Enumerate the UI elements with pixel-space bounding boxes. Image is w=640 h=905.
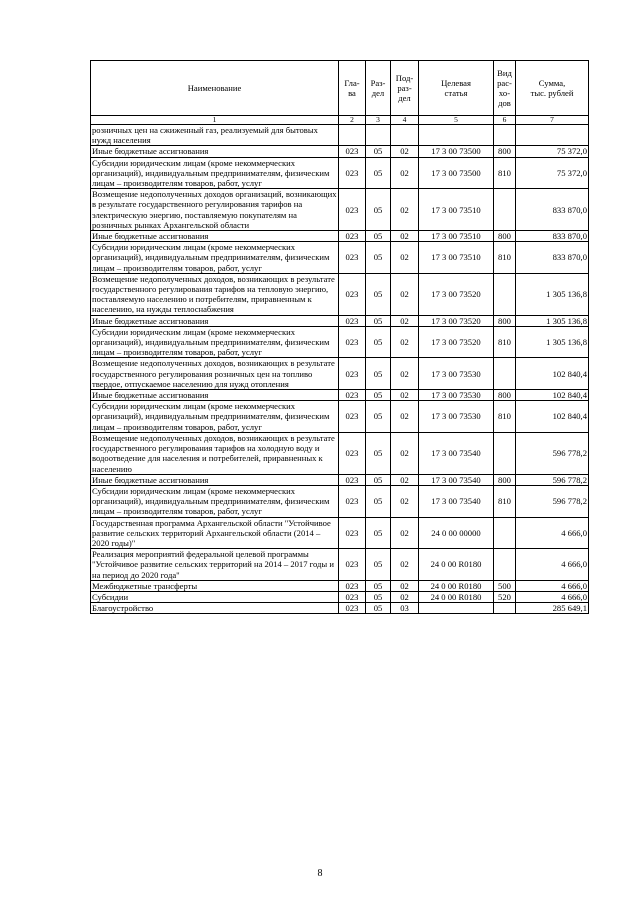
table-row [91,549,589,581]
cell-subsection: 02 [391,517,419,549]
cell-section: 05 [366,432,391,474]
table-row [91,189,589,231]
cell-amount: 1 305 136,8 [516,326,589,358]
cell-section: 05 [366,189,391,231]
table-header-row [91,61,589,116]
cell-section: 05 [366,474,391,485]
table-row [91,242,589,274]
cell-name: Иные бюджетные ассигнования [91,231,339,242]
cell-expense-type: 810 [494,326,516,358]
cell-chapter: 023 [339,517,366,549]
table-row [91,326,589,358]
cell-amount: 102 840,4 [516,401,589,433]
cell-target-article [419,603,494,614]
cell-target-article: 17 3 00 73530 [419,358,494,390]
cell-name: Реализация мероприятий федеральной целевой программы "Устойчивое развитие сельских территорий на 2014 – 2017 годы и на период до 2020 года" [91,549,339,581]
cell-section: 05 [366,485,391,517]
table-row [91,157,589,189]
cell-subsection: 02 [391,358,419,390]
cell-subsection: 02 [391,326,419,358]
cell-subsection: 02 [391,273,419,315]
cell-name: Иные бюджетные ассигнования [91,390,339,401]
cell-subsection: 02 [391,580,419,591]
cell-target-article: 17 3 00 73540 [419,485,494,517]
column-number: 7 [516,116,589,125]
cell-target-article: 24 0 00 R0180 [419,580,494,591]
cell-name: Благоустройство [91,603,339,614]
column-number-row [91,116,589,125]
table-row [91,591,589,602]
cell-target-article: 17 3 00 73540 [419,474,494,485]
cell-chapter: 023 [339,474,366,485]
cell-subsection: 03 [391,603,419,614]
cell-expense-type [494,189,516,231]
cell-section: 05 [366,157,391,189]
cell-section: 05 [366,326,391,358]
cell-amount: 596 778,2 [516,485,589,517]
cell-amount: 833 870,0 [516,189,589,231]
header-chapter: Гла- ва [339,61,366,116]
table-row [91,474,589,485]
column-number: 6 [494,116,516,125]
cell-name: розничных цен на сжиженный газ, реализуемый для бытовых нужд населения [91,125,339,146]
page-number: 8 [317,868,323,879]
cell-expense-type: 500 [494,580,516,591]
cell-chapter: 023 [339,358,366,390]
cell-section: 05 [366,146,391,157]
cell-target-article: 17 3 00 73520 [419,326,494,358]
table-row [91,603,589,614]
cell-chapter: 023 [339,157,366,189]
cell-chapter: 023 [339,580,366,591]
cell-chapter: 023 [339,189,366,231]
cell-amount: 102 840,4 [516,390,589,401]
cell-amount: 596 778,2 [516,432,589,474]
cell-section: 05 [366,580,391,591]
cell-target-article: 17 3 00 73520 [419,315,494,326]
cell-chapter: 023 [339,146,366,157]
column-number: 2 [339,116,366,125]
cell-name: Возмещение недополученных доходов, возникающих в результате государственного регулирования тарифов на тепловую энергию, поставляемую населению и потребителям, приравненным к населению, на нужды теплоснабжения [91,273,339,315]
column-number: 5 [419,116,494,125]
cell-expense-type: 810 [494,401,516,433]
cell-section: 05 [366,273,391,315]
cell-subsection: 02 [391,401,419,433]
cell-subsection [391,125,419,146]
cell-amount [516,125,589,146]
cell-expense-type [494,273,516,315]
cell-chapter: 023 [339,273,366,315]
cell-target-article: 17 3 00 73500 [419,146,494,157]
cell-amount: 102 840,4 [516,358,589,390]
cell-amount: 75 372,0 [516,146,589,157]
cell-chapter: 023 [339,591,366,602]
cell-chapter: 023 [339,549,366,581]
cell-target-article: 17 3 00 73510 [419,189,494,231]
cell-subsection: 02 [391,157,419,189]
cell-expense-type [494,603,516,614]
cell-subsection: 02 [391,231,419,242]
table-row [91,146,589,157]
column-number: 4 [391,116,419,125]
cell-section: 05 [366,591,391,602]
cell-name: Субсидии юридическим лицам (кроме некоммерческих организаций), индивидуальным предпринимателям, физическим лицам – производителям товаров, работ, услуг [91,326,339,358]
cell-chapter: 023 [339,603,366,614]
cell-name: Иные бюджетные ассигнования [91,146,339,157]
cell-name: Иные бюджетные ассигнования [91,474,339,485]
cell-amount: 833 870,0 [516,231,589,242]
cell-chapter: 023 [339,432,366,474]
table-row [91,231,589,242]
column-number: 3 [366,116,391,125]
cell-subsection: 02 [391,485,419,517]
cell-subsection: 02 [391,474,419,485]
cell-target-article: 24 0 00 R0180 [419,591,494,602]
cell-chapter [339,125,366,146]
cell-amount: 1 305 136,8 [516,273,589,315]
cell-expense-type [494,125,516,146]
cell-name: Иные бюджетные ассигнования [91,315,339,326]
cell-chapter: 023 [339,326,366,358]
cell-target-article: 17 3 00 73510 [419,242,494,274]
cell-subsection: 02 [391,189,419,231]
cell-name: Возмещение недополученных доходов, возникающих в результате государственного регулирования розничных цен на топливо твердое, отпускаемое населению для нужд отопления [91,358,339,390]
cell-name: Субсидии [91,591,339,602]
cell-name: Субсидии юридическим лицам (кроме некоммерческих организаций), индивидуальным предпринимателям, физическим лицам – производителям товаров, работ, услуг [91,401,339,433]
cell-target-article: 17 3 00 73520 [419,273,494,315]
cell-subsection: 02 [391,390,419,401]
cell-subsection: 02 [391,315,419,326]
column-number: 1 [91,116,339,125]
cell-expense-type [494,517,516,549]
cell-subsection: 02 [391,549,419,581]
cell-name: Возмещение недополученных доходов организаций, возникающих в результате государственного регулирования тарифов на электрическую энергию, поставляемую покупателям на розничных рынках Архангельской области [92,189,337,230]
cell-amount: 4 666,0 [516,591,589,602]
table-row [91,432,589,474]
cell-amount: 596 778,2 [516,474,589,485]
cell-target-article: 17 3 00 73540 [419,432,494,474]
cell-chapter: 023 [339,315,366,326]
cell-expense-type [494,358,516,390]
cell-expense-type: 800 [494,315,516,326]
cell-name: Государственная программа Архангельской области "Устойчивое развитие сельских территорий Архангельской области (2014 – 2020 годы)" [91,517,339,549]
header-subsection: Под- раз- дел [391,61,419,116]
cell-chapter: 023 [339,485,366,517]
cell-amount: 1 305 136,8 [516,315,589,326]
cell-expense-type: 800 [494,146,516,157]
cell-name: Субсидии юридическим лицам (кроме некоммерческих организаций), индивидуальным предпринимателям, физическим лицам – производителям товаров, работ, услуг [91,485,339,517]
cell-target-article: 24 0 00 R0180 [419,549,494,581]
cell-amount: 75 372,0 [516,157,589,189]
cell-expense-type: 810 [494,242,516,274]
cell-section: 05 [366,315,391,326]
cell-subsection: 02 [391,146,419,157]
cell-target-article: 17 3 00 73500 [419,157,494,189]
cell-chapter: 023 [339,401,366,433]
cell-target-article: 17 3 00 73510 [419,231,494,242]
cell-section: 05 [366,549,391,581]
table-row [91,517,589,549]
table-row [91,390,589,401]
cell-expense-type: 800 [494,231,516,242]
cell-subsection: 02 [391,242,419,274]
cell-expense-type [494,549,516,581]
table-row [91,125,589,146]
cell-amount: 833 870,0 [516,242,589,274]
cell-target-article [419,125,494,146]
cell-name: Межбюджетные трансферты [91,580,339,591]
cell-expense-type: 810 [494,157,516,189]
cell-subsection: 02 [391,432,419,474]
cell-section: 05 [366,358,391,390]
budget-table [90,60,589,614]
cell-name: Субсидии юридическим лицам (кроме некоммерческих организаций), индивидуальным предпринимателям, физическим лицам – производителям товаров, работ, услуг [91,157,339,189]
cell-chapter: 023 [339,242,366,274]
table-row [91,273,589,315]
header-section: Раз- дел [366,61,391,116]
table-body [91,125,589,614]
header-target-article: Целевая статья [419,61,494,116]
cell-section: 05 [366,401,391,433]
cell-amount: 4 666,0 [516,549,589,581]
cell-expense-type: 800 [494,390,516,401]
cell-expense-type [494,432,516,474]
cell-name: Возмещение недополученных доходов, возникающих в результате государственного регулирования тарифов на холодную воду и водоотведение для населения и потребителей, приравненных к населению [91,432,339,474]
table-row [91,401,589,433]
cell-section: 05 [366,242,391,274]
table-row [91,485,589,517]
header-expense-type: Вид рас- хо- дов [494,61,516,116]
cell-amount: 4 666,0 [516,580,589,591]
cell-section [366,125,391,146]
cell-target-article: 24 0 00 00000 [419,517,494,549]
header-name: Наименование [91,61,339,116]
cell-subsection: 02 [391,591,419,602]
cell-expense-type: 800 [494,474,516,485]
table-row [91,315,589,326]
cell-section: 05 [366,390,391,401]
table-row [91,358,589,390]
header-amount: Сумма, тыс. рублей [516,61,589,116]
cell-section: 05 [366,231,391,242]
cell-target-article: 17 3 00 73530 [419,401,494,433]
cell-chapter: 023 [339,231,366,242]
cell-section: 05 [366,517,391,549]
cell-amount: 285 649,1 [516,603,589,614]
cell-target-article: 17 3 00 73530 [419,390,494,401]
cell-expense-type: 810 [494,485,516,517]
cell-section: 05 [366,603,391,614]
cell-chapter: 023 [339,390,366,401]
cell-expense-type: 520 [494,591,516,602]
cell-name: Субсидии юридическим лицам (кроме некоммерческих организаций), индивидуальным предпринимателям, физическим лицам – производителям товаров, работ, услуг [91,242,339,274]
table-row [91,580,589,591]
cell-amount: 4 666,0 [516,517,589,549]
